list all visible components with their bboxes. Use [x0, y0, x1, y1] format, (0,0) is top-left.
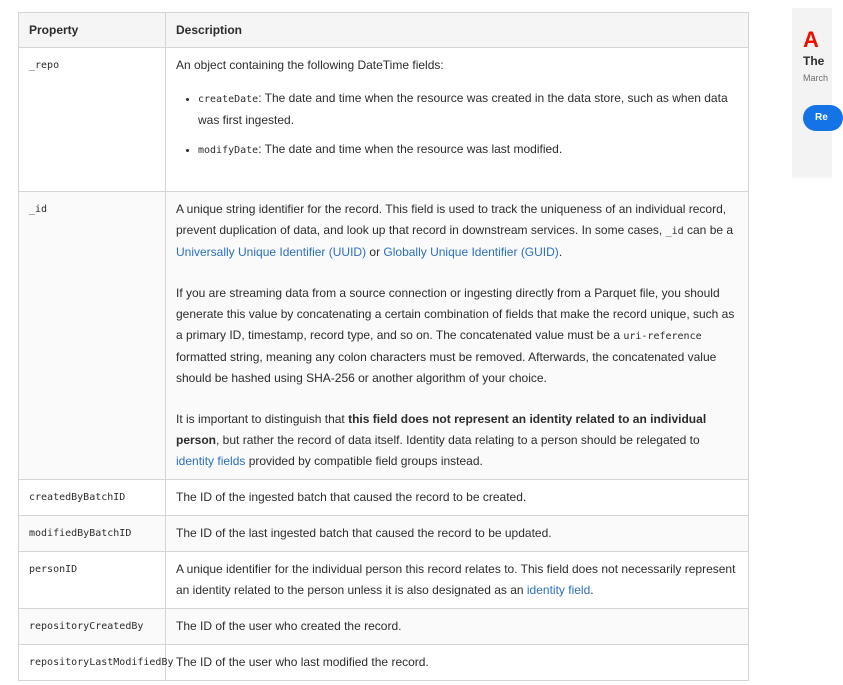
table-row: [19, 516, 749, 552]
identity-fields-link[interactable]: identity fields: [176, 454, 246, 468]
list-item-text: : The date and time when the resource was created in the data store, such as when data was first ingested.: [198, 91, 728, 127]
text-span: If you are streaming data from a source connection or ingesting directly from a Parquet file, you should generate this value by concatenating a certain combination of fields that make the record unique, such as a primary ID, timestamp, record type, and so on. The concatenated value must be a: [176, 286, 735, 342]
property-name: repositoryCreatedBy: [19, 609, 166, 645]
property-description: [166, 48, 749, 192]
field-list: [176, 88, 738, 161]
promo-card: [792, 8, 832, 178]
schema-fields-table: [18, 12, 749, 681]
text-span: .: [590, 583, 594, 597]
property-description: [166, 192, 749, 480]
property-description: The ID of the ingested batch that caused the record to be created.: [166, 480, 749, 516]
guid-link[interactable]: Globally Unique Identifier (GUID): [383, 245, 559, 259]
promo-date: March: [803, 73, 829, 83]
inline-code: createDate: [198, 94, 259, 105]
inline-code: _id: [665, 226, 684, 237]
bold-text: this field does not represent an identity related to an individual person: [176, 412, 707, 447]
table-row: [19, 609, 749, 645]
text-span: A unique identifier for the individual person this record relates to. This field does not necessarily represent an identity related to the person unless it is also designated as an: [176, 562, 736, 597]
text-span: formatted string, meaning any colon characters must be removed. Afterwards, the concatenated value should be hashed using SHA-256 or another algorithm of your choice.: [176, 350, 717, 385]
description-paragraph: [176, 283, 738, 389]
table-row: [19, 48, 749, 192]
promo-title: The: [803, 54, 825, 68]
property-description: The ID of the user who last modified the record.: [166, 645, 749, 681]
property-description: The ID of the last ingested batch that caused the record to be updated.: [166, 516, 749, 552]
property-name: _repo: [19, 48, 166, 192]
description-text: An object containing the following DateTime fields:: [176, 58, 444, 72]
uuid-link[interactable]: Universally Unique Identifier (UUID): [176, 245, 367, 259]
list-item: [198, 88, 738, 131]
description-paragraph: [176, 199, 738, 263]
promo-register-button[interactable]: Re: [803, 105, 843, 131]
table-row: [19, 552, 749, 609]
table-header-row: [19, 13, 749, 48]
text-span: , but rather the record of data itself. Identity data relating to a person should be relegated to: [216, 433, 700, 447]
table-row: [19, 645, 749, 681]
table-row: [19, 480, 749, 516]
identity-field-link[interactable]: identity field: [526, 583, 591, 597]
text-span: .: [558, 245, 563, 259]
header-description: Description: [166, 13, 749, 48]
property-name: _id: [19, 192, 166, 480]
text-span: or: [366, 245, 384, 259]
inline-code: modifyDate: [198, 145, 259, 156]
list-item-text: : The date and time when the resource was last modified.: [258, 142, 563, 156]
property-name: createdByBatchID: [19, 480, 166, 516]
adobe-logo-icon: A: [803, 27, 819, 52]
text-span: can be a: [683, 223, 734, 237]
table-row: [19, 192, 749, 480]
property-description: The ID of the user who created the record.: [166, 609, 749, 645]
property-description: [166, 552, 749, 609]
property-name: repositoryLastModifiedBy: [19, 645, 166, 681]
list-item: [198, 139, 738, 161]
property-name: personID: [19, 552, 166, 609]
property-name: modifiedByBatchID: [19, 516, 166, 552]
text-span: It is important to distinguish that: [176, 412, 349, 426]
text-span: A unique string identifier for the record. This field is used to track the uniqueness of an individual record, prevent duplication of data, and look up that record in downstream services. In some cases,: [176, 202, 727, 237]
header-property: Property: [19, 13, 166, 48]
description-paragraph: [176, 409, 738, 472]
inline-code: uri-reference: [623, 331, 702, 342]
text-span: provided by compatible field groups instead.: [245, 454, 483, 468]
